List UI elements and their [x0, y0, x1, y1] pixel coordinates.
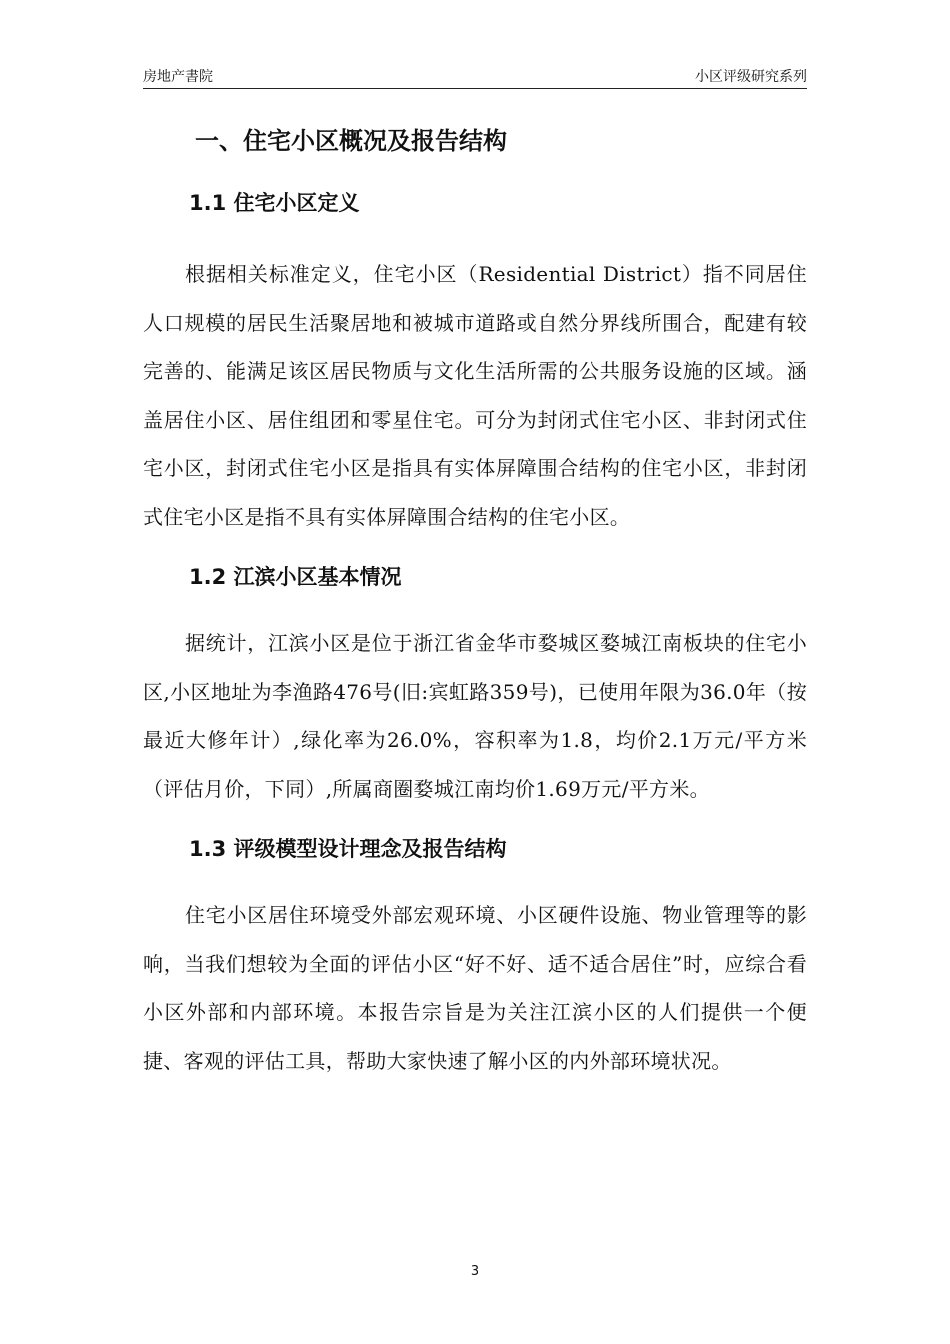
subsection-heading-1-2: 1.2 江滨小区基本情况 — [189, 565, 402, 589]
document-body — [143, 110, 807, 1085]
header-publisher: 房地产書院 — [143, 69, 213, 85]
paragraph-definition: 根据相关标准定义，住宅小区（Residential District）指不同居住人口规模的居民生活聚居地和被城市道路或自然分界线所围合，配建有较完善的、能满足该区居民物质与文化生活所需的公共服务设施的区域。涵盖居住小区、居住组团和零星住宅。可分为封闭式住宅小区、非封闭式住宅小区，封闭式住宅小区是指具有实体屏障围合结构的住宅小区，非封闭式住宅小区是指不具有实体屏障围合结构的住宅小区。 — [143, 262, 807, 529]
paragraph-model-concept: 住宅小区居住环境受外部宏观环境、小区硬件设施、物业管理等的影响，当我们想较为全面的评估小区“好不好、适不适合居住”时，应综合看小区外部和内部环境。本报告宗旨是为关注江滨小区的人们提供一个便捷、客观的评估工具，帮助大家快速了解小区的内外部环境状况。 — [143, 903, 807, 1073]
subsection-heading-1-3: 1.3 评级模型设计理念及报告结构 — [189, 837, 507, 861]
section-title: 一、住宅小区概况及报告结构 — [195, 127, 507, 155]
page-header — [143, 66, 807, 89]
paragraph-basic-info: 据统计，江滨小区是位于浙江省金华市婺城区婺城江南板块的住宅小区,小区地址为李渔路476号(旧:宾虹路359号)，已使用年限为36.0年（按最近大修年计）,绿化率为26.0%，容积率为1.8，均价2.1万元/平方米（评估月价，下同）,所属商圈婺城江南均价1.69万元/平方米。 — [143, 631, 807, 801]
page-number: 3 — [470, 1264, 480, 1279]
header-series-title: 小区评级研究系列 — [695, 69, 807, 85]
subsection-heading-1-1: 1.1 住宅小区定义 — [189, 191, 360, 215]
